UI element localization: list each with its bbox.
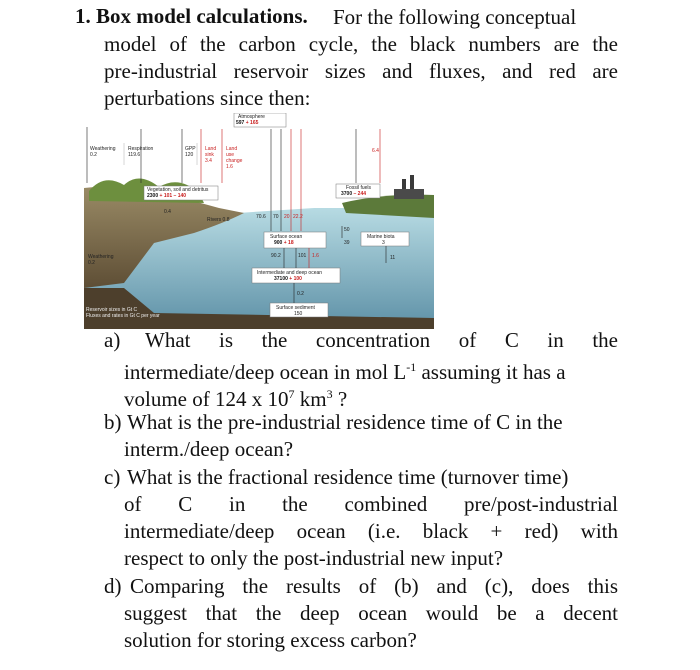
weathering-bottom-label: Weathering — [88, 254, 114, 260]
question-b-line-2: interm./deep ocean? — [124, 437, 294, 461]
weathering-top-value: 0.2 — [90, 152, 97, 158]
problem-number: 1. — [75, 4, 91, 28]
up-flux: 101 — [298, 253, 307, 259]
intro-line-3: pre-industrial reservoir sizes and fluxes, and red are — [104, 59, 618, 83]
carbon-cycle-figure — [84, 113, 434, 329]
land-sink-value: 3.4 — [205, 158, 212, 164]
land-use-label-1: Land — [226, 146, 238, 152]
question-a-line-2: intermediate/deep ocean in mol $L^{-1}$ assuming it has a — [124, 360, 566, 384]
down-flux: 90.2 — [271, 253, 281, 259]
question-c-line-3: intermediate/deep ocean (i.e. black + red) with — [124, 519, 618, 543]
rivers-label: Rivers 0.8 — [207, 217, 230, 223]
vegetation-values: 2300 + 101 – 140 — [147, 193, 187, 199]
red-flux: 1.6 — [312, 253, 319, 259]
respiration-label: Respiration — [128, 146, 154, 152]
fossil-values: 3700 – 244 — [341, 191, 367, 197]
sediment-flux: 0.2 — [297, 291, 304, 297]
problem-title — [75, 4, 308, 29]
question-c-line-4: respect to only the post-industrial new input? — [124, 546, 504, 570]
land-use-label-3: change — [226, 158, 243, 164]
question-a-line-1: What is the concentration of C in the — [145, 328, 618, 352]
question-d-line-1: Comparing the results of (b) and (c), does this — [130, 574, 618, 598]
gpp-value: 120 — [185, 152, 194, 158]
question-a-label: a) — [104, 328, 121, 352]
vegetation-label: Vegetation, soil and detritus — [147, 187, 209, 193]
surface-ocean-label: Surface ocean — [270, 234, 303, 240]
marine-biota-label: Marine biota — [367, 234, 395, 240]
air-sea-red-a: 20 — [284, 214, 290, 220]
flux-39: 39 — [344, 240, 350, 246]
question-d-line-3: solution for storing excess carbon? — [124, 628, 417, 652]
river-flux-value: 0.4 — [164, 209, 171, 215]
factory-building — [394, 189, 424, 199]
question-d-line-2: suggest that the deep ocean would be a decent — [124, 601, 618, 625]
atmosphere-label: Atmosphere — [238, 114, 265, 120]
air-sea-up: 70 — [273, 214, 279, 220]
land-use-value: 1.6 — [226, 164, 233, 170]
question-c-line-1: What is the fractional residence time (turnover time) — [127, 465, 569, 489]
surface-ocean-values: 900 + 18 — [274, 240, 294, 246]
question-d-label: d) — [104, 574, 122, 598]
atmosphere-values: 597 + 165 — [236, 120, 259, 126]
deep-ocean-values: 37100 + 100 — [274, 276, 302, 282]
legend-line-1: Reservoir sizes in Gt C — [86, 307, 138, 313]
flux-50: 50 — [344, 227, 350, 233]
sediment-value: 150 — [294, 311, 303, 317]
fossil-flux-value: 6.4 — [372, 148, 379, 154]
intro-line-1: For the following conceptual — [333, 5, 577, 29]
question-c-line-2: of C in the combined pre/post-industrial — [124, 492, 618, 516]
weathering-bottom-value: 0.2 — [88, 260, 95, 266]
marine-biota-value: 3 — [382, 240, 385, 246]
land-sink-label-1: Land — [205, 146, 217, 152]
intro-line-2: model of the carbon cycle, the black numbers are the — [104, 32, 618, 56]
question-a-line-3: volume of 124 x $10^7$ $km^3$ ? — [124, 387, 348, 411]
land-use-label-2: use — [226, 152, 235, 158]
gpp-label: GPP — [185, 146, 196, 152]
sediment-label: Surface sediment — [276, 305, 315, 311]
deep-ocean-label: Intermediate and deep ocean — [257, 270, 323, 276]
question-b-label: b) — [104, 410, 122, 434]
problem-heading: Box model calculations. — [96, 4, 308, 28]
flux-11: 11 — [390, 255, 396, 261]
respiration-value: 119.6 — [128, 152, 141, 158]
question-b-line-1: What is the pre-industrial residence time of C in the — [127, 410, 563, 434]
intro-line-4: perturbations since then: — [104, 86, 311, 110]
fossil-label: Fossil fuels — [346, 185, 372, 191]
legend-line-2: Fluxes and rates in Gt C per year — [86, 313, 160, 319]
air-sea-down: 70.6 — [256, 214, 266, 220]
land-sink-label-2: sink — [205, 152, 214, 158]
question-c-label: c) — [104, 465, 121, 489]
air-sea-red-b: 22.2 — [293, 214, 303, 220]
weathering-top-label: Weathering — [90, 146, 116, 152]
